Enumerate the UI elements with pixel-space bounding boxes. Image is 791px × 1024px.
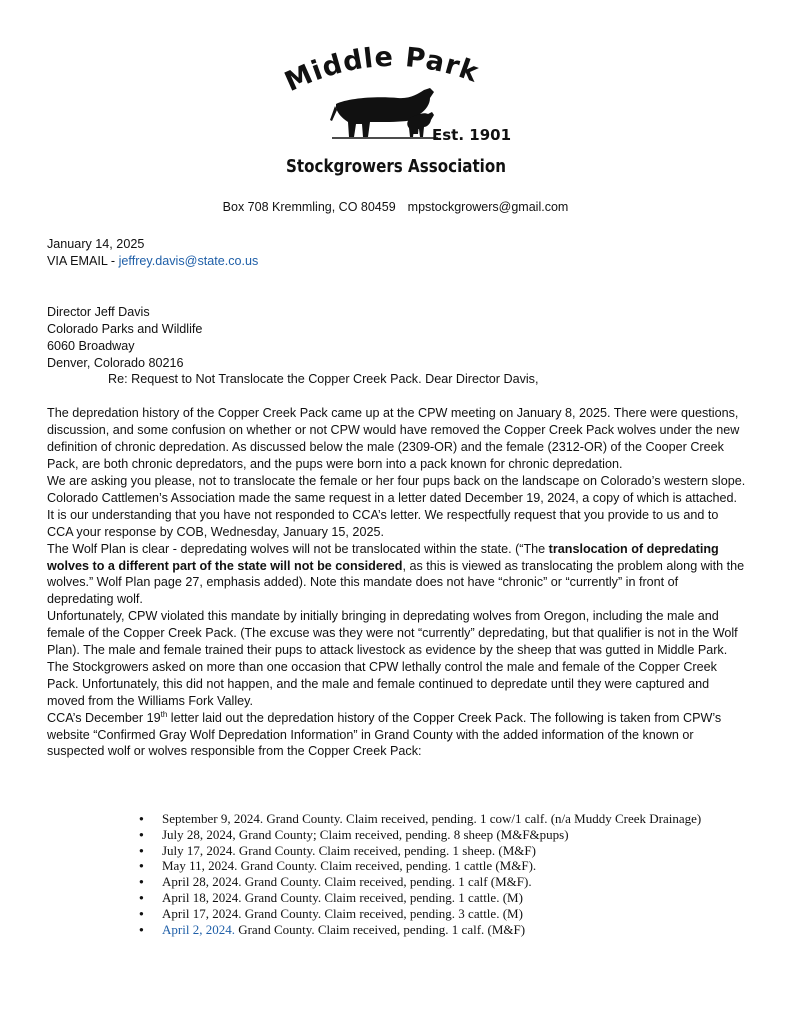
paragraph-4: Unfortunately, CPW violated this mandate by initially bringing in depredating wolves from Oregon, including the male and female of the Copper Creek Pack. (The excuse was they were not “currently” depredating, but that qualifier is not in the Wolf Plan). The male and female trained their pups to attack livestock as evidence by the sheep that was gutted in Middle Park. — [47, 609, 738, 658]
cow-and-calf-icon — [330, 88, 434, 137]
mailing-address: Box 708 Kremmling, CO 80459 — [222, 200, 396, 214]
paragraph-6-text-a: CCA’s December 19 — [47, 710, 161, 725]
paragraph-2: We are asking you please, not to translocate the female or her four pups back on the landscape on Colorado’s western slope. Colorado Cattlemen’s Association made the same request in a letter dated December 19, 2024, a copy of which is attached. It is our understanding that you have not responded to CCA’s letter. We respectfully request that you provide to us and to CCA your response by COB, Wednesday, January 15, 2025. — [47, 473, 746, 539]
list-item — [139, 922, 719, 938]
logo-title: Middle Park — [280, 42, 484, 98]
paragraph-3-emphasis: translocation of depredating wolves to a different part of the state will not be considered — [47, 541, 719, 573]
list-item — [139, 827, 719, 843]
claim-text: April 18, 2024. Grand County. Claim received, pending. 1 cattle. (M) — [162, 889, 523, 905]
paragraph-3-text-a: The Wolf Plan is clear - depredating wolves will not be translocated within the state. (“The — [47, 541, 549, 556]
claim-text: July 17, 2024. Grand County. Claim received, pending. 1 sheep. (M&F) — [162, 842, 536, 858]
paragraph-6 — [47, 710, 747, 761]
association-logo — [278, 42, 514, 182]
claim-text: May 11, 2024. Grand County. Claim received, pending. 1 cattle (M&F). — [162, 858, 537, 874]
paragraph-3-text-b: , as this is viewed as translocating the problem along with the wolves.” Wolf Plan page 27, emphasis added). Note this mandate does not have “chronic” or “currently” in front of depredating wolf. — [47, 558, 745, 607]
list-item — [139, 843, 719, 859]
recipient-street: 6060 Broadway — [47, 338, 135, 353]
recipient-name: Director Jeff Davis — [47, 304, 150, 319]
logo-graphic — [278, 42, 514, 182]
list-item — [139, 890, 719, 906]
paragraph-6-superscript: th — [160, 709, 168, 719]
claim-text: July 28, 2024, Grand County; Claim received, pending. 8 sheep (M&F&pups) — [162, 826, 569, 842]
claim-date-link[interactable]: April 2, 2024. — [162, 921, 235, 937]
logo-est: Est. 1901 — [432, 126, 512, 144]
via-email-label: VIA EMAIL - — [47, 253, 119, 268]
paragraph-5: The Stockgrowers asked on more than one occasion that CPW lethally control the male and female of the Copper Creek Pack. Unfortunately, this did not happen, and the male and female continued to depredate until they were captured and moved from the Williams Fork Valley. — [47, 659, 717, 708]
list-item — [139, 874, 719, 890]
address-line — [0, 200, 791, 214]
recipient-city: Denver, Colorado 80216 — [47, 355, 184, 370]
via-email-link[interactable]: jeffrey.davis@state.co.us — [118, 253, 259, 268]
letter-body — [47, 236, 747, 760]
list-item — [139, 858, 719, 874]
claim-text: Grand County. Claim received, pending. 1 calf. (M&F) — [234, 921, 526, 937]
via-email-line — [47, 253, 747, 270]
re-line: Re: Request to Not Translocate the Copper Creek Pack. Dear Director Davis, — [108, 372, 539, 387]
paragraph-1: The depredation history of the Copper Creek Pack came up at the CPW meeting on January 8, 2025. There were questions, discussion, and some confusion on whether or not CPW would have removed the Copper Creek Pack wolves under the new definition of chronic depredation. As discussed below the male (2309-OR) and the female (2312-OR) of the Cooper Creek Pack, are both chronic depredators, and the pups were born into a pack known for chronic depredation. — [47, 406, 740, 472]
logo-subtitle: Stockgrowers Association — [286, 157, 506, 177]
paragraph-3 — [47, 541, 747, 609]
paragraph-6-text-b: letter laid out the depredation history of the Copper Creek Pack. The following is taken from CPW’s website “Confirmed Gray Wolf Depredation Information” in Grand County with the added information of the known or suspected wolf or wolves responsible from the Copper Creek Pack: — [47, 710, 722, 759]
claim-text: September 9, 2024. Grand County. Claim received, pending. 1 cow/1 calf. (n/a Muddy Creek Drainage) — [162, 811, 702, 826]
depredation-claims-list — [139, 811, 719, 937]
letter-date: January 14, 2025 — [47, 237, 145, 251]
recipient-org: Colorado Parks and Wildlife — [47, 321, 203, 336]
claim-text: April 17, 2024. Grand County. Claim received, pending. 3 cattle. (M) — [162, 905, 523, 921]
list-item — [139, 906, 719, 922]
claim-text: April 28, 2024. Grand County. Claim received, pending. 1 calf (M&F). — [162, 874, 532, 890]
contact-email: mpstockgrowers@gmail.com — [407, 200, 569, 214]
list-item — [139, 811, 719, 827]
